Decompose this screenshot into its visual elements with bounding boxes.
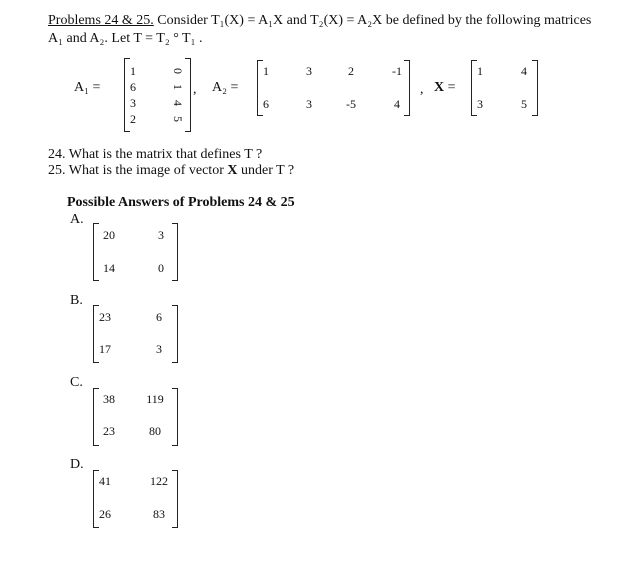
answer-entry: 23 — [103, 424, 115, 438]
matrix-a1-entry: 5 — [171, 116, 185, 122]
answer-right-bracket — [172, 305, 178, 363]
answer-right-bracket — [172, 470, 178, 528]
matrix-x-entry: 4 — [521, 64, 527, 78]
matrix-a2-entry: 4 — [394, 97, 400, 111]
problem-statement-line2: A₁ and A₂. Let T = T₂ ° T₁ . — [48, 31, 203, 46]
answer-entry: 17 — [99, 342, 111, 356]
answer-right-bracket — [172, 388, 178, 446]
problem-reference: Problems 24 & 25. — [48, 13, 154, 28]
matrix-x-entry: 5 — [521, 97, 527, 111]
matrix-a2-entry: 3 — [306, 97, 312, 111]
matrix-a1-entry: 6 — [130, 80, 136, 94]
answer-entry: 23 — [99, 310, 111, 324]
answer-entry: 3 — [158, 228, 164, 242]
a1-label: A₁ = — [74, 80, 101, 95]
option-label: A. — [70, 212, 84, 227]
matrix-x-entry: 1 — [477, 64, 483, 78]
matrix-a1-entry: 1 — [171, 84, 185, 90]
option-label: C. — [70, 375, 83, 390]
matrix-a1-entry: 0 — [171, 68, 185, 74]
matrix-x-right-bracket — [532, 60, 538, 116]
matrix-x-entry: 3 — [477, 97, 483, 111]
x-label: X = — [434, 80, 456, 95]
answer-entry: 14 — [103, 261, 115, 275]
matrix-a2-entry: -1 — [392, 64, 402, 78]
a2-label: A₂ = — [212, 80, 239, 95]
answer-entry: 20 — [103, 228, 115, 242]
answer-entry: 26 — [99, 507, 111, 521]
answers-heading: Possible Answers of Problems 24 & 25 — [67, 195, 295, 210]
matrix-a2-entry: 1 — [263, 64, 269, 78]
matrix-a1-entry: 3 — [130, 96, 136, 110]
matrix-a2-entry: 2 — [348, 64, 354, 78]
question-24: 24. What is the matrix that defines T ? — [48, 147, 263, 162]
matrix-a2-entry: 6 — [263, 97, 269, 111]
matrix-a1-entry: 4 — [171, 100, 185, 106]
option-label: D. — [70, 457, 84, 472]
option-label: B. — [70, 293, 83, 308]
matrix-a1-right-bracket — [185, 58, 191, 132]
matrix-a2-entry: 3 — [306, 64, 312, 78]
answer-entry: 122 — [150, 474, 168, 488]
matrix-a1-entry: 1 — [130, 64, 136, 78]
answer-entry: 3 — [156, 342, 162, 356]
answer-entry: 38 — [103, 392, 115, 406]
answer-entry: 119 — [146, 392, 164, 406]
question-25: 25. What is the image of vector X under T ? — [48, 163, 295, 178]
separator-comma: , — [420, 82, 424, 97]
matrix-a1-entry: 2 — [130, 112, 136, 126]
problem-statement-line1 — [48, 13, 591, 29]
answer-entry: 41 — [99, 474, 111, 488]
problem-intro: Consider T₁(X) = A₁X and T₂(X) = A₂X be defined by the following matrices — [157, 13, 592, 28]
matrix-a2-entry: -5 — [346, 97, 356, 111]
separator-comma: , — [193, 82, 197, 97]
answer-entry: 80 — [149, 424, 161, 438]
answer-entry: 0 — [158, 261, 164, 275]
answer-entry: 6 — [156, 310, 162, 324]
answer-entry: 83 — [153, 507, 165, 521]
